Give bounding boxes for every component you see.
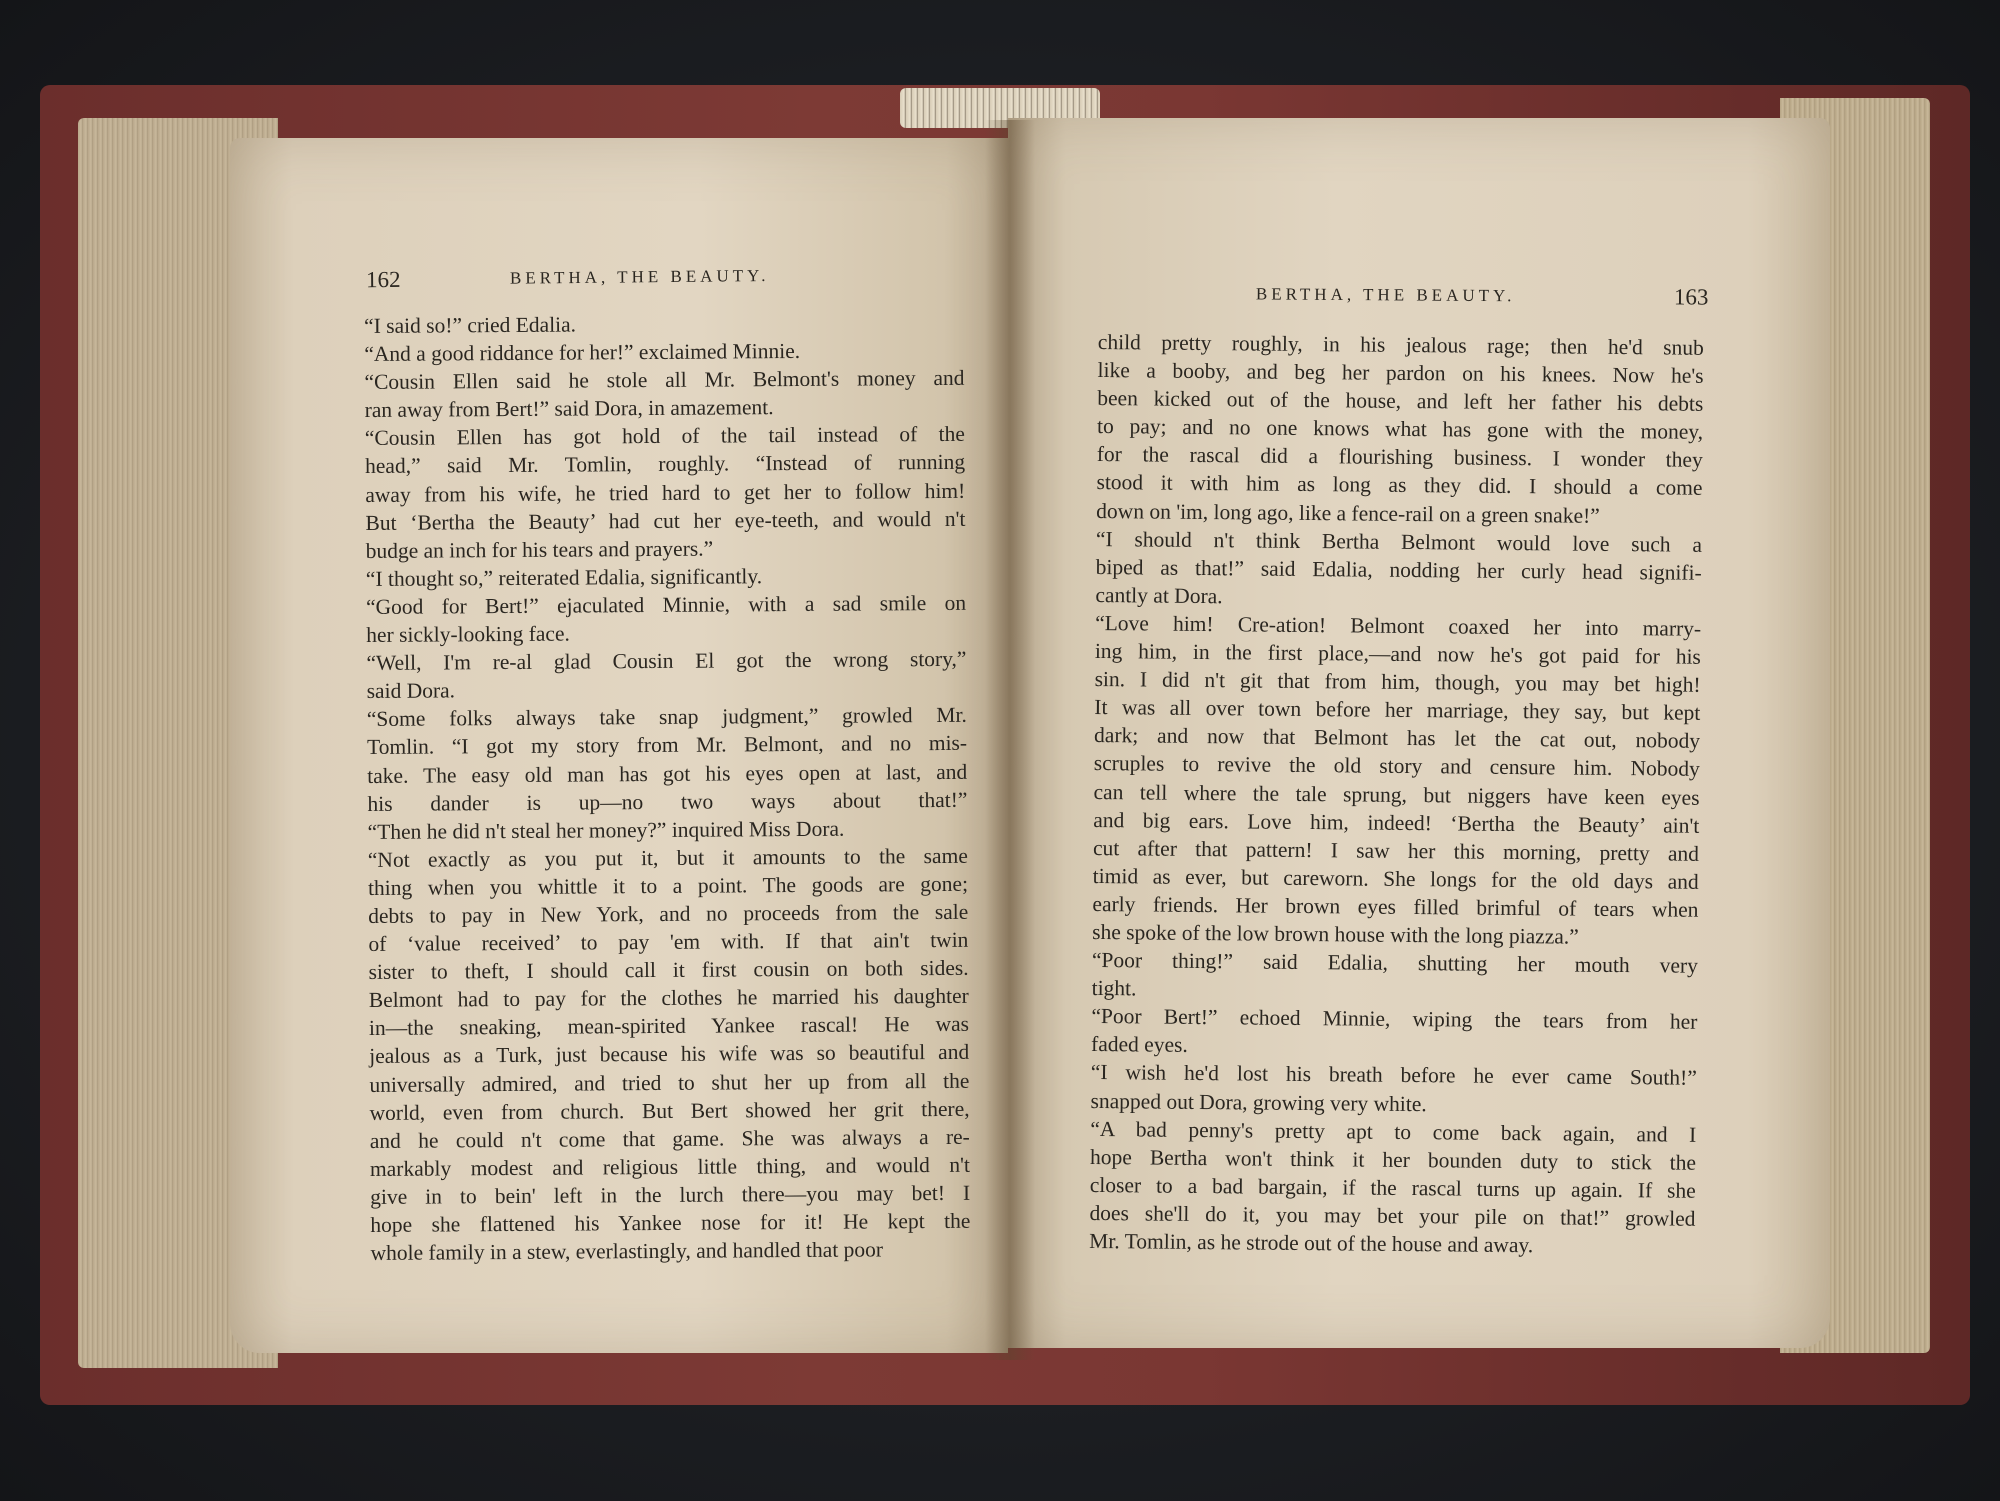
text-line: cantly at Dora. [1095,582,1223,609]
text-line: her sickly-looking face. [366,621,570,648]
text-line: his dander is up—no two ways about that!” [367,787,968,816]
text-line: sin. I did n't git that from him, though, you may bet high! [1094,667,1701,697]
text-line: can tell where the tale sprung, but niggers have keen eyes [1093,779,1700,810]
text-line: “Cousin Ellen has got hold of the tail instead of the [364,422,965,451]
text-line: away from his wife, he tried hard to get her to follow him! [365,478,966,507]
text-line: “Well, I'm re-al glad Cousin El got the wrong story,” [366,646,967,676]
text-line: “And a good riddance for her!” exclaimed Minnie. [364,339,801,367]
text-line: like a booby, and beg her pardon on his knees. Now he's [1097,358,1704,388]
text-line: said Dora. [366,678,456,704]
book-gutter [985,120,1035,1360]
text-line: “Good for Bert!” ejaculated Minnie, with a sad smile on [365,590,967,619]
text-line: ran away from Bert!” said Dora, in amazement. [364,395,774,423]
text-line: thing when you whittle it to a point. The goods are gone; [367,871,969,900]
text-line: take. The easy old man has got his eyes open at last, and [367,759,968,788]
text-line: “A bad penny's pretty apt to come back again, and I [1090,1116,1697,1147]
text-line: But ‘Bertha the Beauty’ had cut her eye-teeth, and would n't [365,506,966,535]
text-line: snapped out Dora, growing very white. [1090,1088,1427,1116]
text-line: head,” said Mr. Tomlin, roughly. “Instead of running [364,450,966,479]
left-running-head: BERTHA, THE BEAUTY. [509,265,770,288]
text-line: “Poor thing!” said Edalia, shutting her mouth very [1091,948,1699,978]
text-line: she spoke of the low brown house with the long piazza.” [1092,919,1579,949]
text-line: universally admired, and tried to shut her up from all the [369,1068,970,1097]
right-page-number: 163 [1673,284,1709,310]
text-line: “I should n't think Bertha Belmont would love such a [1095,526,1703,557]
text-line: budge an inch for his tears and prayers.” [365,536,714,563]
text-line: “Then he did n't steal her money?” inquired Miss Dora. [367,816,845,844]
text-line: and he could n't come that game. She was always a re- [369,1124,970,1153]
text-line: It was all over town before her marriage, they say, but kept [1094,695,1701,726]
text-line: dark; and now that Belmont has let the cat out, nobody [1093,723,1701,754]
left-page-number: 162 [365,266,401,293]
text-line: sister to theft, I should call it first cousin on both sides. [368,955,969,985]
text-line: been kicked out of the house, and left her father his debts [1097,386,1704,417]
text-line: in—the sneaking, mean-spirited Yankee rascal! He was [368,1012,970,1041]
text-line: scruples to revive the old story and censure him. Nobody [1093,751,1700,782]
text-line: jealous as a Turk, just because his wife was so beautiful and [369,1040,970,1069]
text-line: timid as ever, but careworn. She longs for the old days and [1092,863,1699,894]
right-running-head: BERTHA, THE BEAUTY. [1255,284,1516,306]
text-line: ing him, in the first place,—and now he's got paid for his [1094,639,1701,669]
text-line: “I wish he'd lost his breath before he ever came South!” [1090,1060,1697,1091]
text-line: stood it with him as long as they did. I should a come [1096,470,1703,501]
text-line: Mr. Tomlin, as he strode out of the house and away. [1089,1228,1534,1258]
text-line: hope Bertha won't think it her bounden duty to stick the [1089,1144,1697,1175]
text-line: hope she flattened his Yankee nose for it! He kept the [370,1208,971,1237]
text-line: faded eyes. [1091,1032,1188,1058]
text-line: cut after that pattern! I saw her this morning, pretty and [1092,835,1700,866]
text-line: of ‘value received’ to pay 'em with. If that ain't twin [368,927,969,957]
text-line: “Some folks always take snap judgment,” growled Mr. [366,703,967,732]
text-line: “I said so!” cried Edalia. [364,312,577,338]
text-line: does she'll do it, you may bet your pile on that!” growled [1089,1200,1696,1231]
text-line: world, even from church. But Bert showed her grit there, [369,1096,970,1125]
text-line: down on 'im, long ago, like a fence-rail on a green snake!” [1096,498,1600,528]
text-line: for the rascal did a flourishing business. I wonder they [1096,442,1703,473]
right-page-text [1089,328,1704,1261]
text-line: whole family in a stew, everlastingly, and handled that poor [370,1237,884,1266]
text-line: “Poor Bert!” echoed Minnie, wiping the tears from her [1091,1004,1698,1035]
text-line: Tomlin. “I got my story from Mr. Belmont, and no mis- [366,731,968,760]
text-line: biped as that!” said Edalia, nodding her curly head signifi- [1095,554,1702,585]
text-line: give in to bein' left in the lurch there—you may bet! I [370,1180,971,1209]
text-line: “Cousin Ellen said he stole all Mr. Belmont's money and [364,365,965,395]
text-line: and big ears. Love him, indeed! ‘Bertha the Beauty’ ain't [1093,807,1700,838]
text-line: Belmont had to pay for the clothes he married his daughter [368,984,969,1013]
text-line: child pretty roughly, in his jealous rage; then he'd snub [1097,329,1704,360]
text-line: “I thought so,” reiterated Edalia, significantly. [365,564,763,591]
text-line: closer to a bad bargain, if the rascal turns up again. If she [1089,1172,1696,1203]
text-line: markably modest and religious little thing, and would n't [369,1152,971,1181]
text-line: “Not exactly as you put it, but it amounts to the same [367,843,968,872]
text-line: debts to pay in New York, and no proceeds from the sale [368,899,969,928]
left-page-text [364,308,971,1267]
text-line: early friends. Her brown eyes filled brimful of tears when [1092,891,1699,922]
text-line: to pay; and no one knows what has gone with the money, [1096,414,1704,445]
text-line: tight. [1091,976,1137,1001]
text-line: “Love him! Cre-ation! Belmont coaxed her into marry- [1095,610,1702,641]
